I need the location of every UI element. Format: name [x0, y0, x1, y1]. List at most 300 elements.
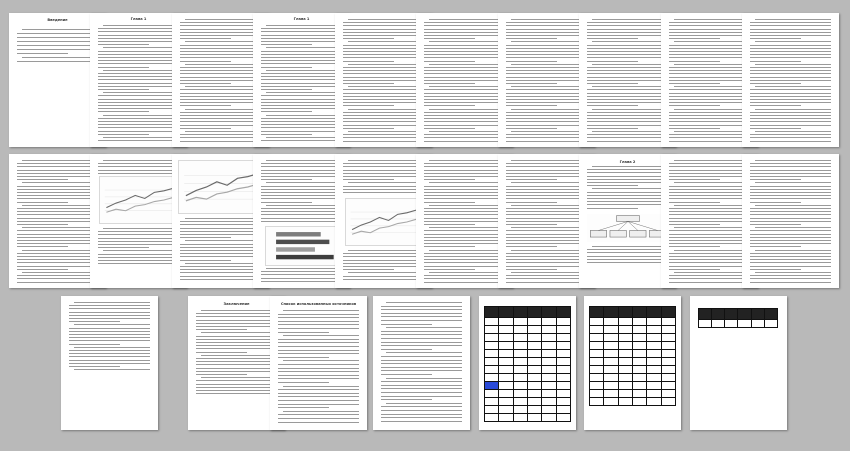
text-line: [511, 205, 587, 206]
text-line: [343, 96, 424, 97]
text-line: [755, 205, 831, 206]
bar-chart-figure: [265, 226, 339, 266]
text-line: [185, 19, 261, 20]
document-page[interactable]: [742, 13, 839, 147]
text-line: [98, 118, 179, 119]
text-line: [587, 169, 668, 170]
text-line: [587, 128, 638, 129]
text-line: [587, 137, 668, 138]
table-cell: [556, 358, 570, 366]
text-line: [69, 366, 120, 367]
text-line: [201, 310, 277, 311]
text-line: [196, 390, 277, 391]
text-line: [69, 350, 150, 351]
table-cell: [632, 390, 646, 398]
text-line: [17, 198, 98, 199]
text-line: [343, 32, 424, 33]
text-line: [674, 182, 750, 183]
text-line: [669, 234, 750, 235]
text-line: [103, 25, 179, 26]
text-line: [424, 61, 475, 62]
text-line: [278, 328, 359, 329]
text-line: [278, 350, 359, 351]
text-line: [196, 387, 277, 388]
table-cell: [556, 350, 570, 358]
text-line: [196, 342, 277, 343]
table-cell: [590, 350, 604, 358]
text-line: [98, 247, 149, 248]
text-line: [669, 243, 750, 244]
text-line: [386, 403, 462, 404]
document-page[interactable]: [270, 296, 367, 430]
text-line: [424, 115, 505, 116]
text-line: [17, 221, 98, 222]
text-line: [266, 115, 342, 116]
text-line: [98, 140, 179, 141]
document-page[interactable]: [479, 296, 576, 430]
text-line: [98, 102, 179, 103]
text-line: [669, 121, 750, 122]
text-line: [669, 278, 750, 279]
table-cell: [485, 342, 499, 350]
text-line: [74, 324, 150, 325]
text-line: [506, 35, 587, 36]
text-line: [755, 160, 831, 161]
text-line: [98, 257, 179, 258]
text-line: [424, 230, 505, 231]
table-cell: [485, 374, 499, 382]
text-line: [185, 64, 261, 65]
text-line: [587, 262, 668, 263]
text-line: [343, 276, 424, 277]
table-row: [590, 390, 676, 398]
text-line: [506, 186, 587, 187]
table-cell: [485, 350, 499, 358]
text-line: [587, 198, 668, 199]
text-line: [180, 35, 261, 36]
text-line: [506, 243, 587, 244]
table-cell: [618, 307, 632, 318]
text-line: [750, 121, 831, 122]
table-cell: [604, 318, 618, 326]
text-line: [506, 253, 587, 254]
table-cell: [699, 320, 712, 328]
text-line: [261, 89, 312, 90]
text-line: [261, 105, 342, 106]
text-line: [750, 170, 831, 171]
table-cell: [556, 342, 570, 350]
text-line: [278, 364, 359, 365]
text-line: [755, 182, 831, 183]
text-line: [506, 96, 587, 97]
text-line: [261, 60, 342, 61]
text-line: [381, 421, 462, 422]
table-cell: [542, 318, 556, 326]
text-line: [669, 246, 720, 247]
text-line: [343, 189, 424, 190]
table-cell: [513, 390, 527, 398]
text-line: [278, 404, 359, 405]
text-line: [180, 244, 261, 245]
text-line: [429, 160, 505, 161]
text-line: [261, 221, 342, 222]
text-line: [750, 256, 831, 257]
text-line: [196, 329, 247, 330]
text-line: [506, 211, 587, 212]
text-line: [424, 166, 505, 167]
text-line: [506, 38, 557, 39]
text-line: [669, 128, 720, 129]
text-line: [750, 214, 831, 215]
table-cell: [618, 326, 632, 334]
text-line: [17, 45, 98, 46]
text-line: [669, 198, 750, 199]
text-line: [180, 96, 261, 97]
text-line: [180, 105, 231, 106]
text-line: [587, 259, 668, 260]
text-line: [69, 334, 150, 335]
table-cell: [661, 366, 675, 374]
table-cell: [661, 326, 675, 334]
text-line: [17, 53, 68, 54]
text-line: [180, 234, 261, 235]
text-line: [669, 253, 750, 254]
table-cell: [527, 318, 541, 326]
text-line: [69, 321, 120, 322]
text-line: [98, 38, 179, 39]
text-line: [381, 370, 462, 371]
text-line: [587, 141, 668, 142]
text-line: [69, 344, 120, 345]
text-line: [180, 73, 261, 74]
table-cell: [699, 309, 712, 320]
text-line: [261, 86, 342, 87]
text-line: [98, 86, 179, 87]
text-line: [348, 250, 424, 251]
text-line: [386, 327, 462, 328]
text-line: [506, 73, 587, 74]
text-line: [98, 234, 179, 235]
text-line: [278, 353, 359, 354]
table-cell: [499, 334, 513, 342]
text-line: [506, 128, 557, 129]
text-line: [343, 173, 424, 174]
page-heading: Глава 2: [619, 160, 636, 164]
line-chart-figure: [99, 176, 181, 224]
text-line: [278, 382, 329, 383]
text-line: [74, 302, 150, 303]
text-line: [180, 128, 231, 129]
text-line: [98, 108, 179, 109]
text-line: [343, 279, 424, 280]
text-line: [669, 118, 750, 119]
table-cell: [632, 334, 646, 342]
table-cell: [632, 318, 646, 326]
text-line: [261, 179, 312, 180]
text-line: [506, 118, 587, 119]
text-line: [381, 360, 462, 361]
document-page[interactable]: [742, 154, 839, 288]
text-line: [343, 118, 424, 119]
text-line: [506, 246, 557, 247]
text-line: [669, 77, 750, 78]
text-line: [592, 109, 668, 110]
table-row: [485, 374, 571, 382]
table-row: [590, 307, 676, 318]
text-line: [424, 211, 505, 212]
table-row: [485, 366, 571, 374]
text-line: [429, 41, 505, 42]
text-line: [669, 22, 750, 23]
text-line: [587, 70, 668, 71]
text-line: [283, 335, 359, 336]
table-cell: [618, 318, 632, 326]
text-line: [587, 54, 668, 55]
text-line: [17, 230, 98, 231]
table-cell: [527, 366, 541, 374]
table-cell: [647, 307, 661, 318]
text-line: [750, 48, 831, 49]
table-cell: [647, 398, 661, 406]
text-line: [343, 121, 424, 122]
text-line: [750, 221, 831, 222]
table-row: [590, 382, 676, 390]
text-line: [17, 275, 98, 276]
text-line: [261, 170, 342, 171]
text-line: [343, 25, 424, 26]
text-line: [278, 378, 359, 379]
table-row: [485, 414, 571, 422]
document-page[interactable]: [584, 296, 681, 430]
text-line: [196, 371, 277, 372]
text-line: [348, 109, 424, 110]
text-line: [511, 182, 587, 183]
text-line: [674, 227, 750, 228]
table-cell: [499, 318, 513, 326]
text-line: [381, 367, 462, 368]
text-line: [180, 269, 261, 270]
text-line: [750, 234, 831, 235]
text-line: [587, 67, 668, 68]
text-line: [180, 256, 261, 257]
text-line: [506, 102, 587, 103]
table-cell: [632, 307, 646, 318]
table-cell: [527, 406, 541, 414]
text-line: [587, 61, 638, 62]
text-line: [180, 102, 261, 103]
table-cell: [542, 326, 556, 334]
text-line: [261, 121, 342, 122]
text-line: [261, 54, 342, 55]
text-line: [17, 266, 98, 267]
text-line: [278, 371, 359, 372]
table-cell: [556, 334, 570, 342]
diagram-box: [617, 216, 640, 222]
table-cell: [590, 398, 604, 406]
text-line: [750, 118, 831, 119]
diagram-box: [590, 230, 606, 237]
text-line: [511, 41, 587, 42]
text-line: [424, 278, 505, 279]
text-line: [592, 166, 668, 167]
text-line: [669, 80, 750, 81]
text-line: [506, 70, 587, 71]
document-page[interactable]: [373, 296, 470, 430]
table-cell: [618, 342, 632, 350]
text-line: [180, 115, 261, 116]
text-line: [69, 360, 150, 361]
text-line: [669, 61, 720, 62]
table-cell: [499, 414, 513, 422]
text-line: [343, 83, 394, 84]
text-line: [22, 29, 98, 30]
text-line: [278, 317, 359, 318]
text-line: [266, 92, 342, 93]
text-line: [750, 163, 831, 164]
text-line: [750, 189, 831, 190]
chart-series-line: [186, 173, 260, 196]
text-line: [180, 45, 261, 46]
text-line: [750, 176, 831, 177]
text-line: [750, 45, 831, 46]
table-cell: [590, 326, 604, 334]
table-cell: [485, 406, 499, 414]
text-line: [674, 64, 750, 65]
text-line: [261, 195, 342, 196]
text-line: [98, 54, 179, 55]
text-line: [17, 282, 98, 283]
table-cell: [618, 390, 632, 398]
text-line: [98, 124, 179, 125]
text-line: [69, 340, 150, 341]
text-line: [750, 211, 831, 212]
text-line: [429, 250, 505, 251]
text-line: [103, 160, 179, 161]
text-line: [180, 134, 261, 135]
text-line: [750, 112, 831, 113]
text-line: [669, 35, 750, 36]
text-line: [506, 266, 587, 267]
text-line: [261, 108, 342, 109]
text-line: [201, 377, 277, 378]
text-line: [424, 234, 505, 235]
text-line: [98, 238, 179, 239]
text-line: [17, 234, 98, 235]
text-line: [261, 198, 342, 199]
text-line: [98, 44, 149, 45]
text-line: [196, 364, 277, 365]
text-line: [587, 204, 668, 205]
text-line: [424, 202, 475, 203]
text-line: [98, 254, 179, 255]
text-line: [506, 218, 587, 219]
text-line: [381, 316, 462, 317]
table-cell: [647, 318, 661, 326]
data-table: [589, 306, 676, 406]
table-row: [590, 358, 676, 366]
text-line: [587, 252, 668, 253]
table-cell: [542, 390, 556, 398]
text-line: [261, 134, 312, 135]
text-line: [506, 208, 587, 209]
text-line: [261, 35, 342, 36]
data-table: [484, 306, 571, 422]
text-line: [592, 19, 668, 20]
text-line: [17, 208, 98, 209]
text-line: [750, 262, 831, 263]
table-cell: [661, 334, 675, 342]
text-line: [17, 224, 68, 225]
text-line: [750, 186, 831, 187]
text-line: [424, 176, 505, 177]
text-line: [180, 137, 261, 138]
text-line: [348, 160, 424, 161]
text-line: [278, 357, 329, 358]
text-line: [343, 163, 424, 164]
text-line: [69, 312, 150, 313]
text-line: [201, 332, 277, 333]
chart-series-line: [186, 184, 260, 201]
text-line: [278, 396, 359, 397]
table-cell: [527, 350, 541, 358]
text-line: [669, 93, 750, 94]
text-line: [587, 57, 668, 58]
text-line: [424, 134, 505, 135]
text-line: [587, 45, 668, 46]
document-page[interactable]: [690, 296, 787, 430]
text-line: [278, 393, 359, 394]
text-line: [750, 83, 801, 84]
text-line: [266, 70, 342, 71]
text-line: [343, 170, 424, 171]
text-line: [511, 19, 587, 20]
text-line: [750, 134, 831, 135]
document-page[interactable]: [61, 296, 158, 430]
text-line: [381, 363, 462, 364]
text-line: [429, 64, 505, 65]
text-line: [343, 102, 424, 103]
table-cell: [590, 334, 604, 342]
text-line: [17, 33, 98, 34]
table-cell: [513, 326, 527, 334]
table-cell: [527, 382, 541, 390]
text-line: [511, 227, 587, 228]
text-line: [261, 57, 342, 58]
text-line: [669, 214, 750, 215]
text-line: [750, 96, 831, 97]
text-line: [506, 234, 587, 235]
text-line: [587, 182, 668, 183]
text-line: [669, 240, 750, 241]
text-line: [750, 61, 801, 62]
text-line: [587, 93, 668, 94]
text-line: [750, 278, 831, 279]
text-line: [17, 269, 68, 270]
text-line: [196, 326, 277, 327]
text-line: [424, 262, 505, 263]
table-cell: [661, 342, 675, 350]
table-cell: [542, 366, 556, 374]
text-line: [674, 205, 750, 206]
table-cell: [590, 374, 604, 382]
table-row: [485, 382, 571, 390]
text-line: [343, 77, 424, 78]
text-line: [196, 348, 277, 349]
text-line: [180, 141, 261, 142]
text-line: [506, 192, 587, 193]
text-line: [587, 195, 668, 196]
text-line: [98, 60, 179, 61]
